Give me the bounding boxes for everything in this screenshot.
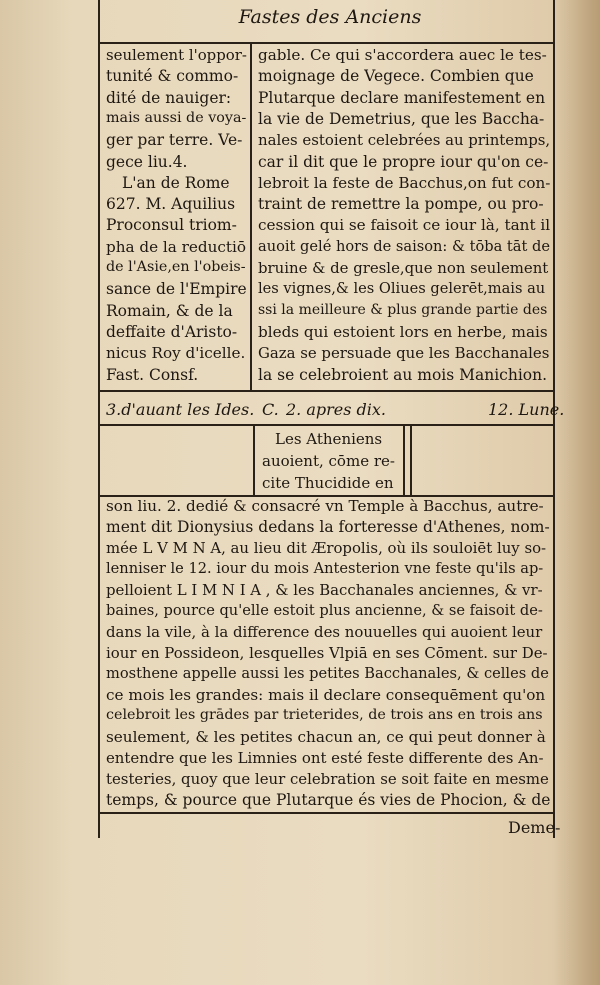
left-line: ger par terre. Ve-	[106, 131, 243, 150]
rubric-top-rule	[98, 390, 555, 392]
body-line: celebroit les grādes par trieterides, de trois ans en trois ans	[106, 707, 543, 723]
column-divider-rule	[250, 42, 252, 390]
body-line: son liu. 2. dedié & consacré vn Temple à Bacchus, autre-	[106, 497, 544, 515]
body-line: mée L V M N A, au lieu dit Æropolis, où ils souloiēt luy so-	[106, 539, 547, 557]
box-right-rule	[403, 424, 405, 496]
body-line: pelloient L I M N I A , & les Bacchanales anciennes, & vr-	[106, 581, 543, 599]
rubric-date: 3.d'auant les Ides.	[106, 400, 255, 419]
left-line: Fast. Consf.	[106, 365, 199, 384]
right-line: cession qui se faisoit ce iour là, tant il	[258, 216, 551, 235]
box-left-rule	[253, 424, 255, 496]
body-line: seulement, & les petites chacun an, ce qui peut donner à	[106, 728, 546, 746]
body-line: ce mois les grandes: mais il declare consequēment qu'on	[106, 686, 546, 704]
right-line: bruine & de gresle,que non seulement	[258, 259, 549, 277]
body-line: temps, & pource que Plutarque és vies de Phocion, & de	[106, 791, 551, 809]
left-frame-rule	[98, 0, 100, 838]
left-line: Romain, & de la	[106, 301, 233, 320]
body-line: lenniser le 12. iour du mois Antesterion vne feste qu'ils ap-	[106, 560, 544, 577]
left-line: sance de l'Empire	[106, 280, 247, 299]
box-right-rule-2	[410, 424, 412, 496]
running-header: Fastes des Anciens	[238, 6, 422, 28]
left-line: gece liu.4.	[106, 152, 188, 171]
rubric-day-count: 2. apres dix.	[286, 400, 387, 419]
right-line: ssi la meilleure & plus grande partie des	[258, 301, 548, 318]
body-line: mosthene appelle aussi les petites Bacchanales, & celles de	[106, 665, 549, 682]
right-line: les vignes,& les Oliues gelerēt,mais au	[258, 280, 546, 298]
right-line: Gaza se persuade que les Bacchanales	[258, 344, 550, 363]
rubric-letter: C.	[262, 400, 279, 419]
body-line: entendre que les Limnies ont esté feste differente des An-	[106, 749, 544, 767]
box-line: Les Atheniens	[275, 430, 383, 448]
left-line: Proconsul triom-	[106, 216, 237, 235]
left-line: dité de nauiger:	[106, 88, 232, 107]
left-line: L'an de Rome	[122, 173, 230, 192]
left-line: 627. M. Aquilius	[106, 195, 236, 214]
body-line: baines, pource qu'elle estoit plus ancienne, & se faisoit de-	[106, 602, 543, 619]
catchword: Deme-	[508, 818, 561, 837]
body-line: iour en Possideon, lesquelles Vlpiā en ses Cōment. sur De-	[106, 644, 548, 662]
right-frame-rule	[553, 0, 555, 838]
right-line: auoit gelé hors de saison: & tōba tāt de	[258, 237, 550, 255]
right-line: la se celebroient au mois Manichion.	[258, 365, 548, 384]
left-line: seulement l'oppor-	[106, 46, 247, 64]
header-rule	[98, 42, 555, 44]
rubric-moon: 12. Lune.	[488, 400, 565, 419]
right-line: lebroit la feste de Bacchus,on fut con-	[258, 173, 551, 192]
right-line: la vie de Demetrius, que les Baccha-	[258, 109, 545, 128]
right-line: traint de remettre la pompe, ou pro-	[258, 195, 544, 214]
box-line: auoient, cōme re-	[262, 452, 395, 470]
rubric-bottom-rule	[98, 424, 555, 426]
left-line: de l'Asie,en l'obeis-	[106, 259, 246, 275]
left-line: deffaite d'Aristo-	[106, 322, 238, 341]
body-line: testeries, quoy que leur celebration se soit faite en mesme	[106, 770, 549, 788]
right-line: bleds qui estoient lors en herbe, mais	[258, 322, 548, 341]
right-line: moignage de Vegece. Combien que	[258, 67, 534, 86]
left-line: nicus Roy d'icelle.	[106, 344, 246, 363]
left-line: tunité & commo-	[106, 67, 239, 86]
body-line: dans la vile, à la difference des nouuelles qui auoient leur	[106, 623, 543, 641]
body-bottom-rule	[98, 812, 555, 814]
box-line: cite Thucidide en	[262, 474, 394, 492]
right-line: Plutarque declare manifestement en	[258, 88, 546, 107]
right-line: nales estoient celebrées au printemps,	[258, 131, 551, 150]
right-line: car il dit que le propre iour qu'on ce-	[258, 152, 549, 171]
left-line: pha de la reductiō	[106, 237, 247, 256]
right-line: gable. Ce qui s'accordera auec le tes-	[258, 46, 547, 64]
body-line: ment dit Dionysius dedans la forteresse d'Athenes, nom-	[106, 518, 550, 536]
left-line: mais aussi de voya-	[106, 109, 247, 126]
